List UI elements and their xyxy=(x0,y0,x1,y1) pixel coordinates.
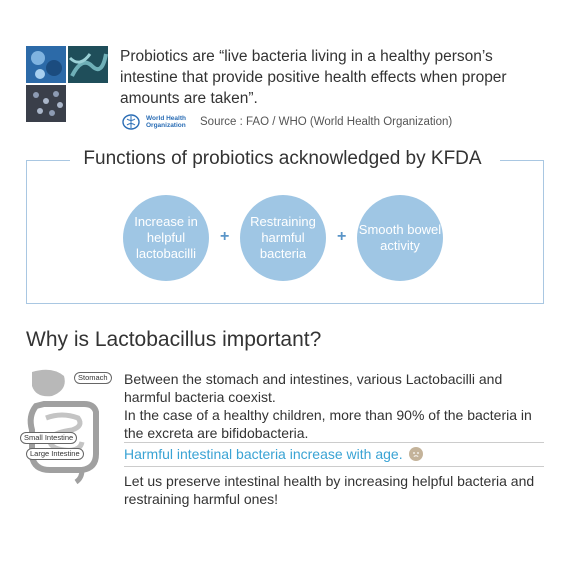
bacteria-image-2 xyxy=(68,46,108,83)
function-label-3: Smooth bowel activity xyxy=(358,222,442,253)
functions-line-right xyxy=(500,160,544,161)
source-row xyxy=(120,112,452,132)
lactobacillus-title: Why is Lactobacillus important? xyxy=(26,328,322,351)
function-label-1: Increase in helpful lactobacilli xyxy=(134,214,198,261)
function-circle-3 xyxy=(357,195,443,281)
plus-separator-1: + xyxy=(220,228,230,245)
sad-face-icon xyxy=(409,447,423,461)
preserve-health-paragraph: Let us preserve intestinal health by increasing helpful bacteria and restraining harmful ones! xyxy=(124,473,535,507)
harmful-bacteria-text: Harmful intestinal bacteria increase with age. xyxy=(124,446,403,462)
bacteria-image-1 xyxy=(26,46,66,83)
divider-1 xyxy=(124,442,544,443)
who-logo-text: World Health Organization xyxy=(146,115,186,129)
stomach-label: Stomach xyxy=(74,372,112,384)
coexist-paragraph: Between the stomach and intestines, various Lactobacilli and harmful bacteria coexist. xyxy=(124,371,503,405)
digestive-system-illustration xyxy=(22,366,118,486)
divider-2 xyxy=(124,466,544,467)
function-label-2: Restraining harmful bacteria xyxy=(250,214,316,261)
function-circle-1 xyxy=(123,195,209,281)
bacteria-thumbnails xyxy=(26,46,108,122)
functions-title: Functions of probiotics acknowledged by KFDA xyxy=(0,148,565,170)
bifidobacteria-paragraph: In the case of a healthy children, more than 90% of the bacteria in the excreta are bifidobacteria. xyxy=(124,407,532,441)
who-logo-icon xyxy=(120,113,142,131)
small-intestine-label: Small Intestine xyxy=(20,432,77,444)
digestive-anatomy xyxy=(22,366,118,486)
function-circle-2 xyxy=(240,195,326,281)
harmful-bacteria-note xyxy=(124,446,423,462)
bacteria-image-3 xyxy=(26,85,66,122)
plus-separator-2: + xyxy=(337,228,347,245)
large-intestine-label: Large Intestine xyxy=(26,448,84,460)
functions-line-left xyxy=(26,160,70,161)
source-text: Source : FAO / WHO (World Health Organization) xyxy=(200,116,453,128)
probiotics-definition: Probiotics are “live bacteria living in a healthy person’s intestine that provide positive health effects when proper amounts are taken”. xyxy=(120,48,507,107)
